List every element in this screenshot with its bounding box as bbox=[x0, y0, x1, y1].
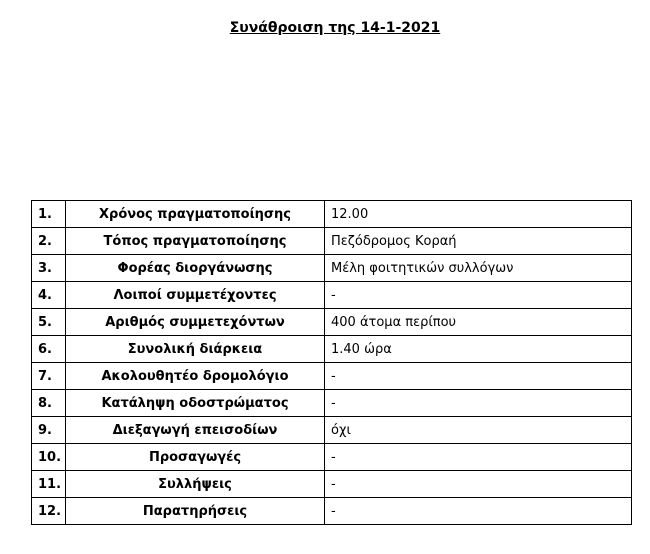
table-row bbox=[32, 471, 632, 498]
field-value: - bbox=[325, 390, 632, 417]
field-label: Λοιποί συμμετέχοντες bbox=[66, 282, 325, 309]
field-value: 1.40 ώρα bbox=[325, 336, 632, 363]
field-value: - bbox=[325, 363, 632, 390]
field-label: Χρόνος πραγματοποίησης bbox=[66, 201, 325, 228]
table-row bbox=[32, 417, 632, 444]
table-row bbox=[32, 336, 632, 363]
field-label: Συλλήψεις bbox=[66, 471, 325, 498]
row-number: 2. bbox=[32, 228, 66, 255]
table-row bbox=[32, 444, 632, 471]
field-label: Αριθμός συμμετεχόντων bbox=[66, 309, 325, 336]
field-value: - bbox=[325, 498, 632, 525]
table-row bbox=[32, 498, 632, 525]
gathering-info-table bbox=[31, 200, 632, 525]
field-label: Προσαγωγές bbox=[66, 444, 325, 471]
row-number: 4. bbox=[32, 282, 66, 309]
field-label: Τόπος πραγματοποίησης bbox=[66, 228, 325, 255]
table-row bbox=[32, 363, 632, 390]
field-label: Παρατηρήσεις bbox=[66, 498, 325, 525]
field-value: - bbox=[325, 471, 632, 498]
row-number: 10. bbox=[32, 444, 66, 471]
document-title: Συνάθροιση της 14-1-2021 bbox=[229, 20, 441, 36]
field-value: - bbox=[325, 282, 632, 309]
row-number: 7. bbox=[32, 363, 66, 390]
row-number: 11. bbox=[32, 471, 66, 498]
table-row bbox=[32, 255, 632, 282]
field-value: όχι bbox=[325, 417, 632, 444]
table-row bbox=[32, 390, 632, 417]
row-number: 8. bbox=[32, 390, 66, 417]
table-row bbox=[32, 201, 632, 228]
field-value: Πεζόδρομος Κοραή bbox=[325, 228, 632, 255]
table-row bbox=[32, 228, 632, 255]
row-number: 1. bbox=[32, 201, 66, 228]
table-row bbox=[32, 309, 632, 336]
field-value: Μέλη φοιτητικών συλλόγων bbox=[325, 255, 632, 282]
field-label: Ακολουθητέο δρομολόγιο bbox=[66, 363, 325, 390]
row-number: 9. bbox=[32, 417, 66, 444]
field-label: Κατάληψη οδοστρώματος bbox=[66, 390, 325, 417]
field-label: Συνολική διάρκεια bbox=[66, 336, 325, 363]
row-number: 5. bbox=[32, 309, 66, 336]
field-label: Φορέας διοργάνωσης bbox=[66, 255, 325, 282]
field-label: Διεξαγωγή επεισοδίων bbox=[66, 417, 325, 444]
field-value: 12.00 bbox=[325, 201, 632, 228]
field-value: 400 άτομα περίπου bbox=[325, 309, 632, 336]
row-number: 12. bbox=[32, 498, 66, 525]
row-number: 6. bbox=[32, 336, 66, 363]
row-number: 3. bbox=[32, 255, 66, 282]
table-row bbox=[32, 282, 632, 309]
field-value: - bbox=[325, 444, 632, 471]
